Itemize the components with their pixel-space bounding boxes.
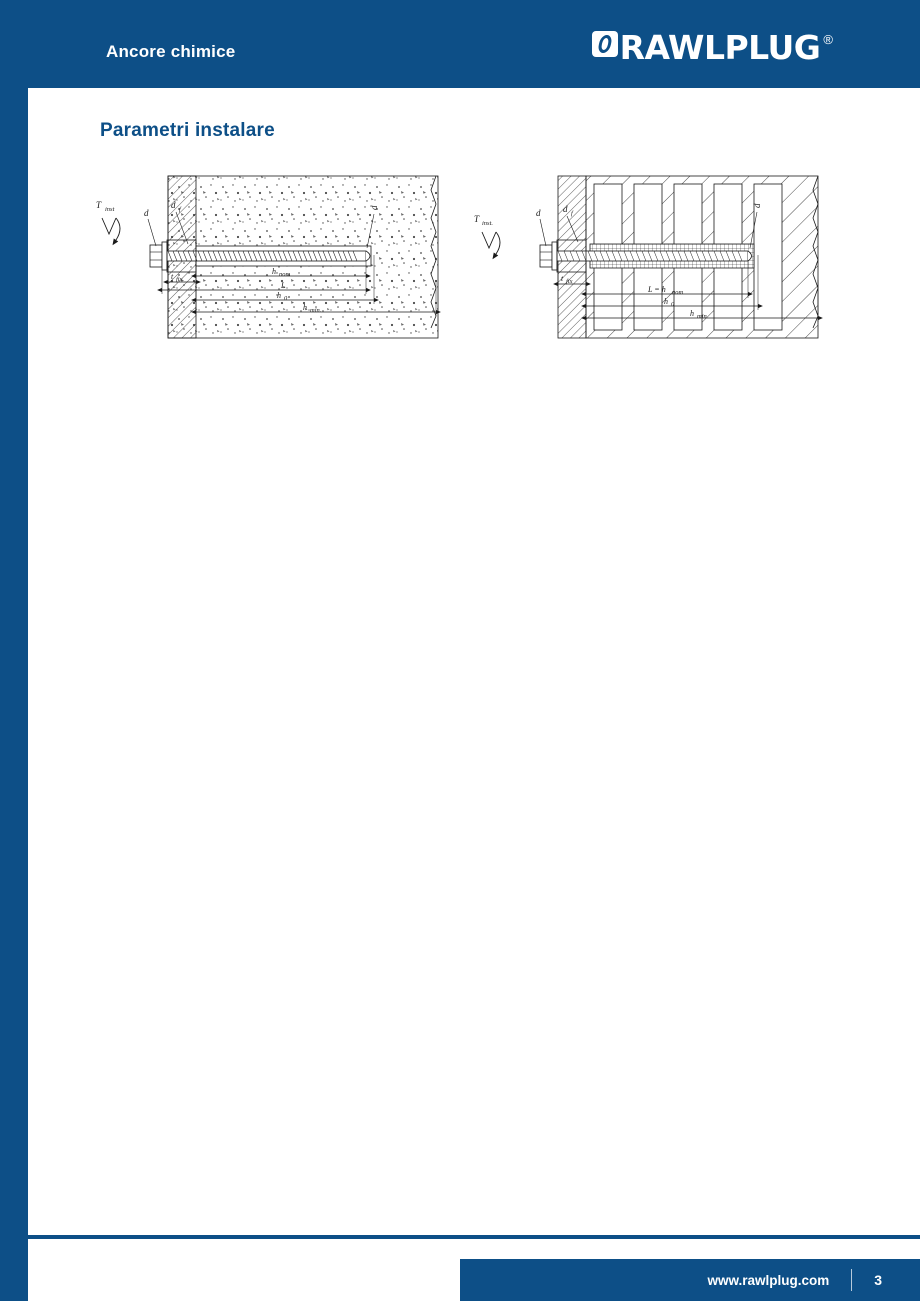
svg-text:fix: fix <box>566 278 573 285</box>
footer-divider <box>851 1269 852 1291</box>
svg-text:min.: min. <box>310 307 322 314</box>
svg-text:T: T <box>474 214 480 224</box>
svg-text:L: L <box>281 281 286 290</box>
svg-text:d: d <box>536 208 541 218</box>
svg-text:L = h: L = h <box>648 285 666 294</box>
logo-wordmark: RAWLPLUG <box>619 28 821 67</box>
svg-text:h: h <box>303 303 307 312</box>
svg-text:d: d <box>752 203 762 208</box>
svg-text:inst: inst <box>105 206 115 213</box>
svg-text:0: 0 <box>284 295 288 302</box>
svg-text:t: t <box>171 272 174 281</box>
svg-text:min: min <box>697 313 707 320</box>
svg-text:h: h <box>277 291 281 300</box>
svg-text:f: f <box>571 210 573 217</box>
installation-parameters-figures <box>28 160 920 370</box>
svg-text:f: f <box>179 206 181 213</box>
figure-solid-concrete <box>88 160 468 365</box>
header-title: Ancore chimice <box>106 42 236 61</box>
svg-text:nom: nom <box>279 271 291 278</box>
registered-trademark-icon: ® <box>823 32 833 47</box>
figure-hollow-masonry-drawing <box>468 160 848 360</box>
svg-text:h: h <box>690 309 694 318</box>
figure-solid-concrete-drawing <box>88 160 468 360</box>
svg-text:h: h <box>664 297 668 306</box>
svg-text:d: d <box>563 204 568 214</box>
figure-hollow-masonry <box>468 160 848 365</box>
svg-text:inst.: inst. <box>482 220 494 227</box>
page-title: Parametri instalare <box>100 120 275 141</box>
logo-mark-icon <box>592 31 618 57</box>
svg-text:0: 0 <box>671 301 675 308</box>
page-footer <box>28 1239 920 1301</box>
footer-brand-block <box>460 1259 920 1301</box>
svg-text:T: T <box>96 200 102 210</box>
svg-text:nom: nom <box>672 289 684 296</box>
svg-text:h: h <box>272 267 276 276</box>
svg-text:t: t <box>561 274 564 283</box>
footer-website-link[interactable]: www.rawlplug.com <box>707 1272 830 1288</box>
left-spine-decoration <box>0 0 28 1301</box>
svg-text:fix: fix <box>176 276 183 283</box>
page-header <box>28 0 920 88</box>
svg-text:d: d <box>144 208 149 218</box>
rawlplug-logo <box>592 28 833 67</box>
svg-text:d: d <box>369 205 379 210</box>
svg-text:d: d <box>171 200 176 210</box>
footer-page-number: 3 <box>874 1272 882 1288</box>
